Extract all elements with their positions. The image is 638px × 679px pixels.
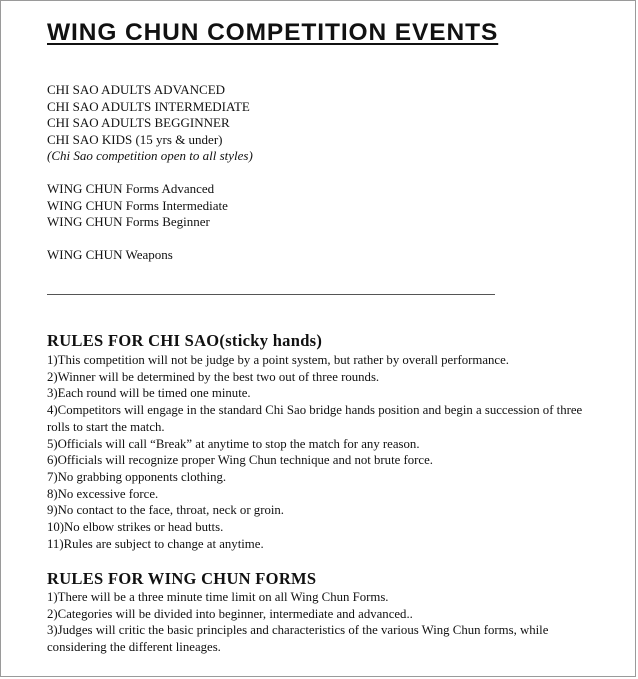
chi-sao-rules-list: [47, 352, 607, 552]
forms-rules-list: [47, 589, 607, 656]
chi-sao-note: (Chi Sao competition open to all styles): [47, 148, 253, 163]
events-list: [47, 82, 253, 264]
rule-item: 6)Officials will recognize proper Wing Chun technique and not brute force.: [47, 453, 433, 468]
rule-item: 2)Winner will be determined by the best two out of three rounds.: [47, 369, 380, 384]
event-forms-intermediate: WING CHUN Forms Intermediate: [47, 197, 228, 213]
rule-item: 11)Rules are subject to change at anytime.: [47, 536, 264, 551]
chi-sao-rules-heading: RULES FOR CHI SAO(sticky hands): [47, 331, 323, 350]
rule-item: 7)No grabbing opponents clothing.: [47, 469, 227, 484]
rule-item: 3)Each round will be timed one minute.: [47, 386, 251, 401]
event-weapons: WING CHUN Weapons: [47, 247, 173, 262]
divider-line: [47, 294, 495, 295]
rule-item: 8)No excessive force.: [47, 486, 159, 501]
rule-item: 3)Judges will critic the basic principles and characteristics of the various Wing Chun forms, while considering the different lineages.: [47, 623, 549, 655]
rule-item: 2)Categories will be divided into beginner, intermediate and advanced..: [47, 606, 413, 621]
event-chi-sao-advanced: CHI SAO ADULTS ADVANCED: [47, 82, 226, 97]
rule-item: 1)This competition will not be judge by a point system, but rather by overall performance.: [47, 353, 509, 367]
event-chi-sao-intermediate: CHI SAO ADULTS INTERMEDIATE: [47, 98, 250, 114]
spacer: [47, 231, 253, 248]
rule-item: 1)There will be a three minute time limit on all Wing Chun Forms.: [47, 590, 389, 604]
event-forms-beginner: WING CHUN Forms Beginner: [47, 214, 210, 229]
rule-item: 4)Competitors will engage in the standard Chi Sao bridge hands position and begin a succession of three rolls to start the match.: [47, 403, 583, 434]
spacer: [47, 165, 253, 182]
forms-rules-heading: RULES FOR WING CHUN FORMS: [47, 569, 317, 588]
event-forms-advanced: WING CHUN Forms Advanced: [47, 181, 215, 196]
rule-item: 5)Officials will call “Break” at anytime to stop the match for any reason.: [47, 436, 420, 451]
rule-item: 10)No elbow strikes or head butts.: [47, 520, 224, 535]
page-title: WING CHUN COMPETITION EVENTS: [47, 19, 499, 46]
rule-item: 9)No contact to the face, throat, neck or groin.: [47, 503, 285, 518]
event-chi-sao-kids: CHI SAO KIDS (15 yrs & under): [47, 131, 223, 147]
event-chi-sao-beginner: CHI SAO ADULTS BEGGINNER: [47, 115, 230, 130]
